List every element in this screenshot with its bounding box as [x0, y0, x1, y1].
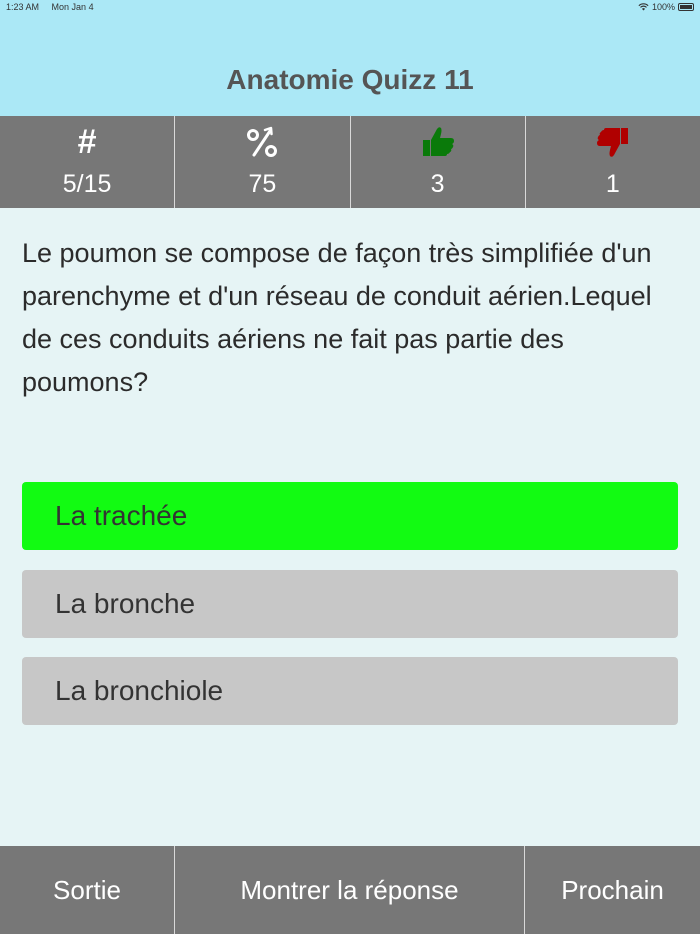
- battery-icon: [678, 3, 694, 11]
- thumbs-down-icon: [595, 124, 631, 160]
- stat-correct-value: 3: [430, 170, 445, 198]
- answer-option-1[interactable]: La trachée: [22, 482, 678, 550]
- question-text: Le poumon se compose de façon très simplifiée d'un parenchyme et d'un réseau de conduit aérien.Lequel de ces conduits aériens ne fait pas partie des poumons?: [22, 238, 652, 397]
- status-date: Mon Jan 4: [51, 2, 94, 12]
- stat-question-number: [0, 116, 175, 208]
- stat-question-number-value: 5/15: [62, 170, 112, 198]
- exit-button[interactable]: Sortie: [0, 846, 175, 934]
- stat-percent: [175, 116, 350, 208]
- stat-correct: [351, 116, 526, 208]
- status-bar-right: [638, 2, 694, 12]
- page-title: Anatomie Quizz 11: [226, 64, 474, 95]
- wifi-icon: [638, 3, 649, 11]
- stat-wrong: [526, 116, 700, 208]
- stats-bar: [0, 116, 700, 208]
- header-bar: [0, 0, 700, 116]
- next-button[interactable]: Prochain: [561, 874, 664, 905]
- stat-wrong-value: 1: [605, 170, 620, 198]
- hash-icon: #: [77, 122, 97, 161]
- show-answer-button[interactable]: Montrer la réponse: [175, 846, 525, 934]
- thumbs-up-icon: [420, 124, 456, 160]
- answer-option-2[interactable]: La bronche: [22, 570, 678, 638]
- status-bar-left: [6, 2, 104, 12]
- percent-icon: [245, 124, 279, 160]
- answer-option-3[interactable]: La bronchiole: [22, 657, 678, 725]
- status-time: 1:23 AM: [6, 2, 40, 12]
- stat-percent-value: 75: [248, 170, 277, 198]
- battery-percent: 100%: [651, 2, 675, 12]
- footer-bar: [0, 846, 700, 934]
